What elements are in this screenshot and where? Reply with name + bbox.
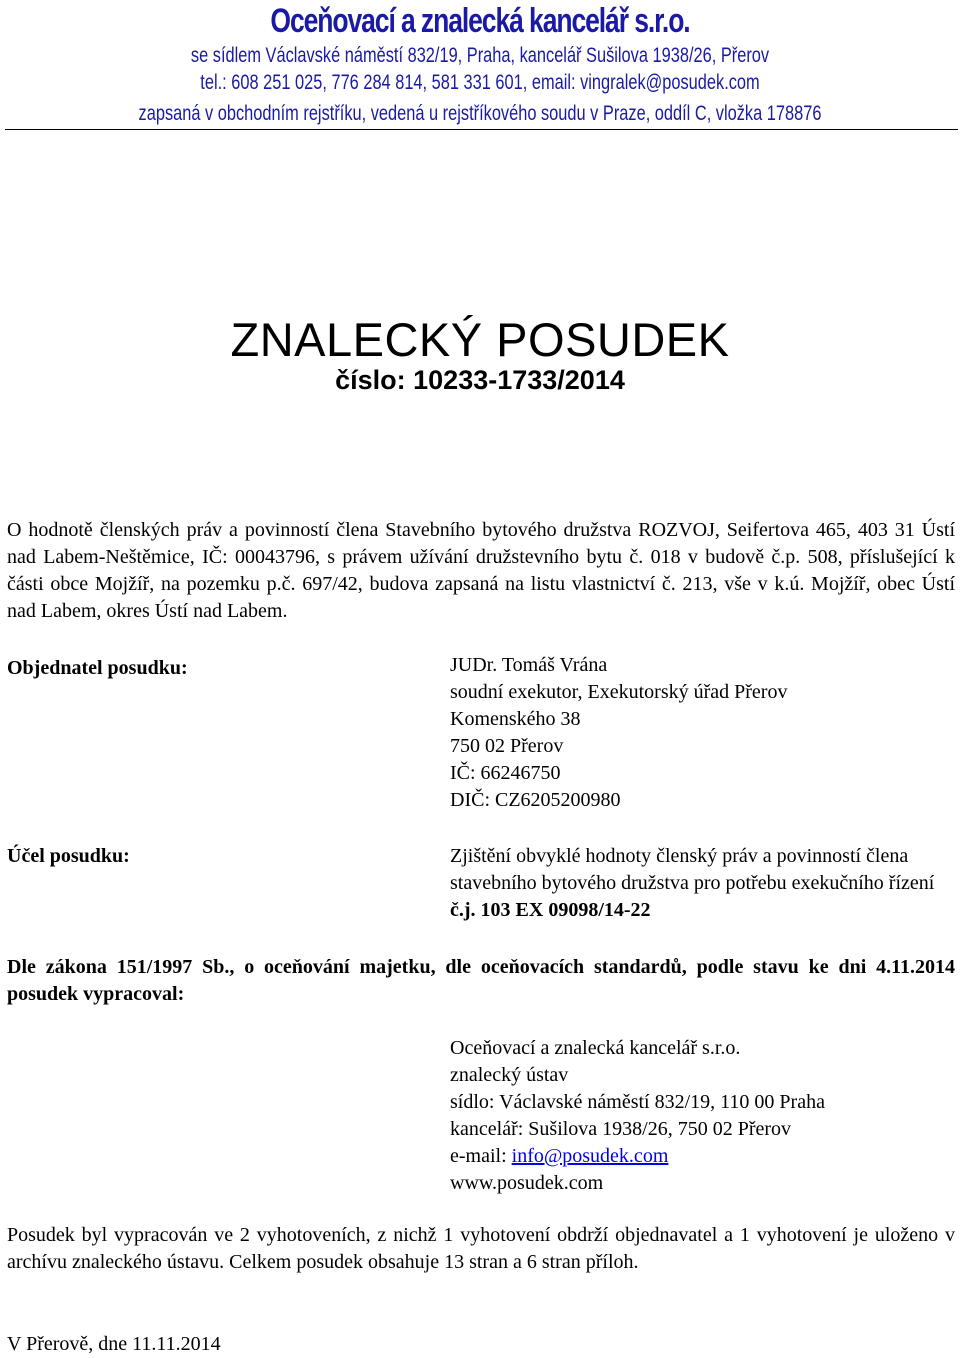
expert-name: Oceňovací a znalecká kancelář s.r.o. xyxy=(450,1037,741,1059)
expert-office: kancelář: Sušilova 1938/26, 750 02 Přerov xyxy=(450,1118,792,1140)
expert-seat: sídlo: Václavské náměstí 832/19, 110 00 Praha xyxy=(450,1091,825,1113)
expert-type: znalecký ústav xyxy=(450,1064,569,1086)
expert-web: www.posudek.com xyxy=(450,1172,604,1194)
expert-details xyxy=(450,1035,955,1197)
client-details xyxy=(450,652,955,814)
expert-email-link[interactable]: info@posudek.com xyxy=(511,1145,669,1167)
company-contact: tel.: 608 251 025, 776 284 814, 581 331 601, email: vingralek@posudek.com xyxy=(200,71,760,94)
header-divider xyxy=(5,129,958,130)
expert-email-label: e-mail: xyxy=(450,1145,512,1167)
company-name: Oceňovací a znalecká kancelář s.r.o. xyxy=(270,2,690,40)
company-address: se sídlem Václavské náměstí 832/19, Praha, kancelář Sušilova 1938/26, Přerov xyxy=(190,44,770,67)
client-street: Komenského 38 xyxy=(450,708,581,730)
document-number: číslo: 10233-1733/2014 xyxy=(335,365,625,395)
place-date: V Přerově, dne 11.11.2014 xyxy=(7,1333,221,1355)
purpose-description: Zjištění obvyklé hodnoty členský práv a povinností člena stavebního bytového družstva pro potřebu exekučního řízení xyxy=(450,845,935,894)
company-registry: zapsaná v obchodním rejstříku, vedená u rejstříkového soudu v Praze, oddíl C, vložka 178876 xyxy=(138,102,822,125)
client-dic: DIČ: CZ6205200980 xyxy=(450,789,621,811)
client-city: 750 02 Přerov xyxy=(450,735,564,757)
client-ic: IČ: 66246750 xyxy=(450,762,561,784)
final-paragraph: Posudek byl vypracován ve 2 vyhotoveních, z nichž 1 vyhotovení obdrží objednavatel a 1 vyhotovení je uloženo v archívu znaleckého ústavu. Celkem posudek obsahuje 13 stran a 6 stran příloh. xyxy=(7,1224,955,1273)
client-role: soudní exekutor, Exekutorský úřad Přerov xyxy=(450,681,788,703)
intro-paragraph: O hodnotě členských práv a povinností člena Stavebního bytového družstva ROZVOJ, Seifertova 465, 403 31 Ústí nad Labem-Neštěmice, IČ: 00043796, s právem užívání družstevního bytu č. 018 v budově č.p. 508, příslušející k části obce Mojžíř, na pozemku p.č. 697/42, budova zapsaná na listu vlastnictví č. 213, vše v k.ú. Mojžíř, obec Ústí nad Labem, okres Ústí nad Labem. xyxy=(7,519,955,622)
expert-email-line xyxy=(450,1143,955,1170)
client-label: Objednatel posudku: xyxy=(7,657,188,679)
document-title: ZNALECKÝ POSUDEK xyxy=(230,313,730,366)
purpose-reference: č.j. 103 EX 09098/14-22 xyxy=(450,899,651,921)
purpose-text xyxy=(450,843,955,924)
purpose-label: Účel posudku: xyxy=(7,845,130,867)
client-name: JUDr. Tomáš Vrána xyxy=(450,654,608,676)
law-statement: Dle zákona 151/1997 Sb., o oceňování majetku, dle oceňovacích standardů, podle stavu ke dni 4.11.2014 posudek vypracoval: xyxy=(7,956,955,1005)
